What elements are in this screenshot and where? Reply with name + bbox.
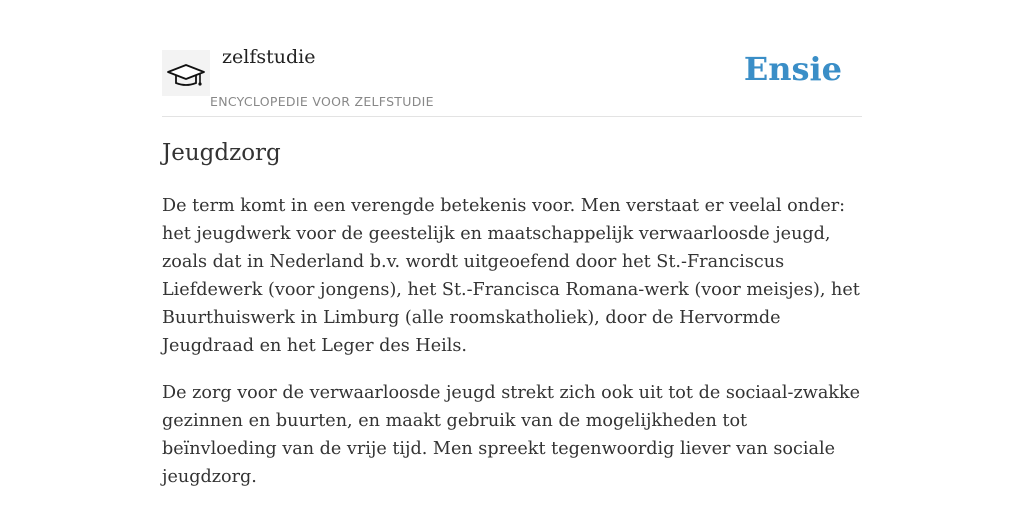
site-name[interactable]: zelfstudie	[222, 46, 316, 68]
graduation-cap-icon[interactable]	[162, 50, 210, 96]
site-subtitle: ENCYCLOPEDIE VOOR ZELFSTUDIE	[210, 94, 434, 109]
article-paragraph: De zorg voor de verwaarloosde jeugd strekt zich ook uit tot de sociaal-zwakke gezinnen en buurten, en maakt gebruik van de mogelijkheden tot beïnvloeding van de vrije tijd. Men spreekt tegenwoordig liever van sociale jeugdzorg.	[162, 383, 861, 487]
article-title: Jeugdzorg	[162, 140, 281, 166]
site-header	[162, 40, 862, 117]
article-body	[162, 192, 862, 510]
article-paragraph: De term komt in een verengde betekenis voor. Men verstaat er veelal onder: het jeugdwerk voor de geestelijk en maatschappelijk verwaarloosde jeugd, zoals dat in Nederland b.v. wordt uitgeoefend door het St.-Franciscus Liefdewerk (voor jongens), het St.-Francisca Romana-werk (voor meisjes), het Buurthuiswerk in Limburg (alle roomskatholiek), door de Hervormde Jeugdraad en het Leger des Heils.	[162, 196, 860, 356]
brand-logo[interactable]: Ensie	[743, 50, 842, 88]
